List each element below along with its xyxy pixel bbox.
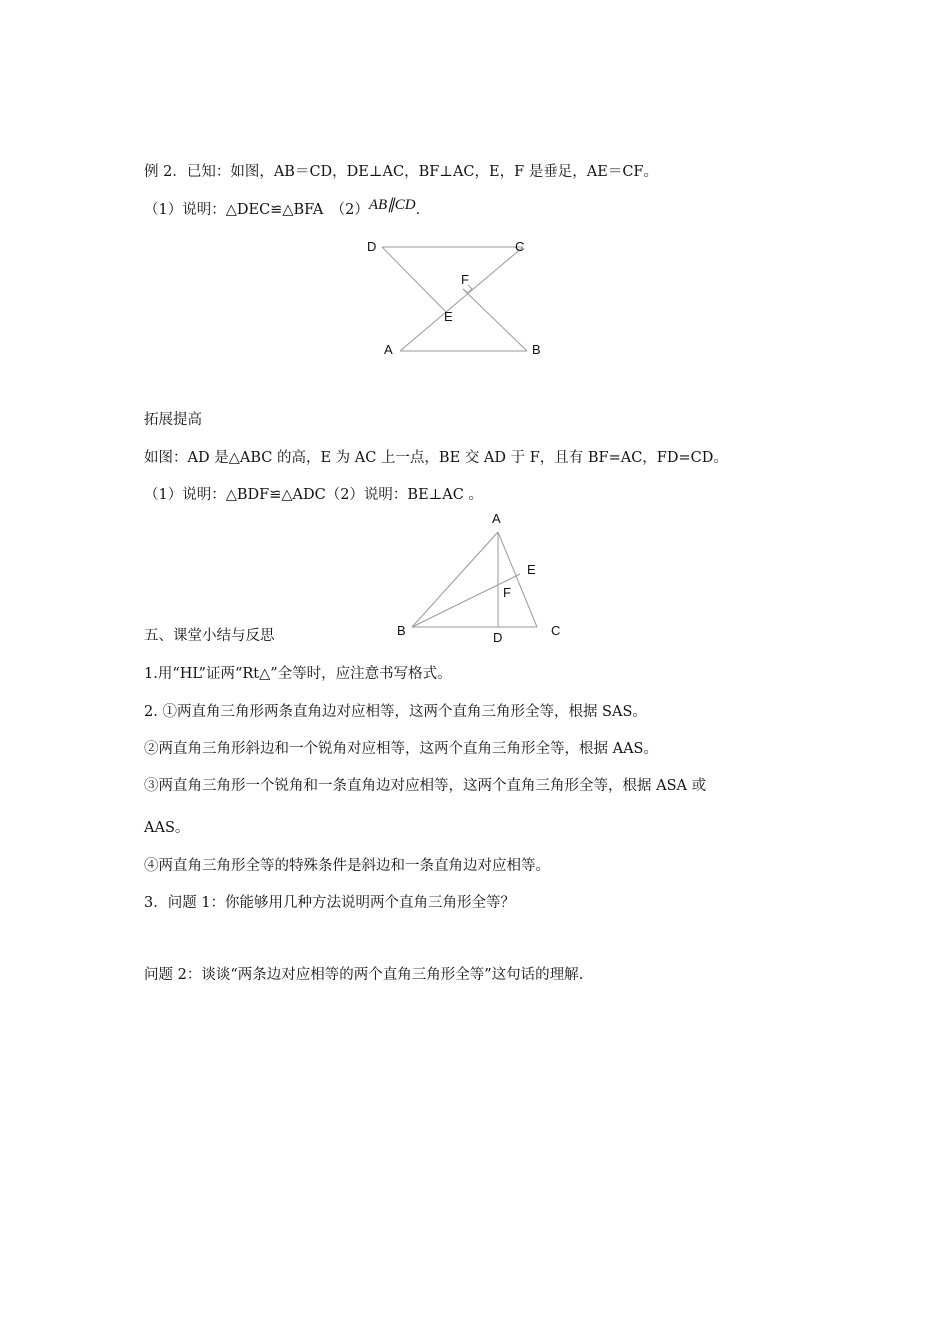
point-label-a: A bbox=[492, 511, 501, 526]
summary-heading: 五、课堂小结与反思 bbox=[144, 628, 275, 644]
point-label-b: B bbox=[532, 342, 541, 357]
extension-statement: 如图：AD 是△ABC 的高，E 为 AC 上一点，BE 交 AD 于 F，且有 BF=AC，FD=CD。 bbox=[144, 450, 728, 466]
segment-de bbox=[382, 247, 446, 312]
point-label-f: F bbox=[461, 272, 469, 287]
point-label-a: A bbox=[384, 342, 393, 357]
point-label-c: C bbox=[515, 239, 525, 254]
summary-item-2d: ④两直角三角形全等的特殊条件是斜边和一条直角边对应相等。 bbox=[144, 858, 550, 874]
segment-ac bbox=[498, 532, 537, 627]
point-label-e: E bbox=[444, 309, 453, 324]
point-label-b: B bbox=[397, 623, 406, 638]
point-label-e: E bbox=[527, 562, 536, 577]
segment-ca bbox=[400, 247, 523, 351]
summary-item-2c-continued: AAS。 bbox=[144, 820, 190, 836]
summary-item-2: 2. ①两直角三角形两条直角边对应相等，这两个直角三角形全等，根据 SAS。 bbox=[144, 704, 647, 720]
example2-statement: 例 2．已知：如图，AB＝CD，DE⊥AC，BF⊥AC，E，F 是垂足，AE＝CF。 bbox=[144, 164, 658, 180]
point-label-d: D bbox=[493, 630, 503, 645]
extension-questions: （1）说明：△BDF≌△ADC（2）说明：BE⊥AC 。 bbox=[144, 487, 483, 503]
example2-question-text: （1）说明：△DEC≌△BFA （2） bbox=[144, 202, 369, 218]
extension-heading: 拓展提高 bbox=[144, 412, 202, 428]
segment-ab bbox=[412, 532, 498, 627]
point-label-d: D bbox=[367, 239, 377, 254]
summary-item-3: 3．问题 1：你能够用几种方法说明两个直角三角形全等？ bbox=[144, 895, 516, 911]
point-label-c: C bbox=[551, 623, 561, 638]
segment-be bbox=[412, 574, 520, 627]
figure-triangle-diagram bbox=[392, 508, 572, 648]
example2-formula: AB∥CD bbox=[368, 197, 416, 213]
example2-questions bbox=[144, 197, 431, 220]
summary-item-1: 1.用“HL”证两“Rt△”全等时，应注意书写格式。 bbox=[144, 666, 452, 682]
figure-quadrilateral-diagram bbox=[360, 232, 550, 362]
summary-item-2b: ②两直角三角形斜边和一个锐角对应相等，这两个直角三角形全等，根据 AAS。 bbox=[144, 741, 658, 757]
point-label-f: F bbox=[503, 585, 511, 600]
summary-item-2c: ③两直角三角形一个锐角和一条直角边对应相等，这两个直角三角形全等，根据 ASA 或 bbox=[144, 778, 707, 794]
summary-question-2: 问题 2：谈谈“两条边对应相等的两个直角三角形全等”这句话的理解. bbox=[144, 967, 584, 983]
segment-bf bbox=[463, 289, 527, 351]
example2-question-end: ． bbox=[415, 202, 431, 218]
